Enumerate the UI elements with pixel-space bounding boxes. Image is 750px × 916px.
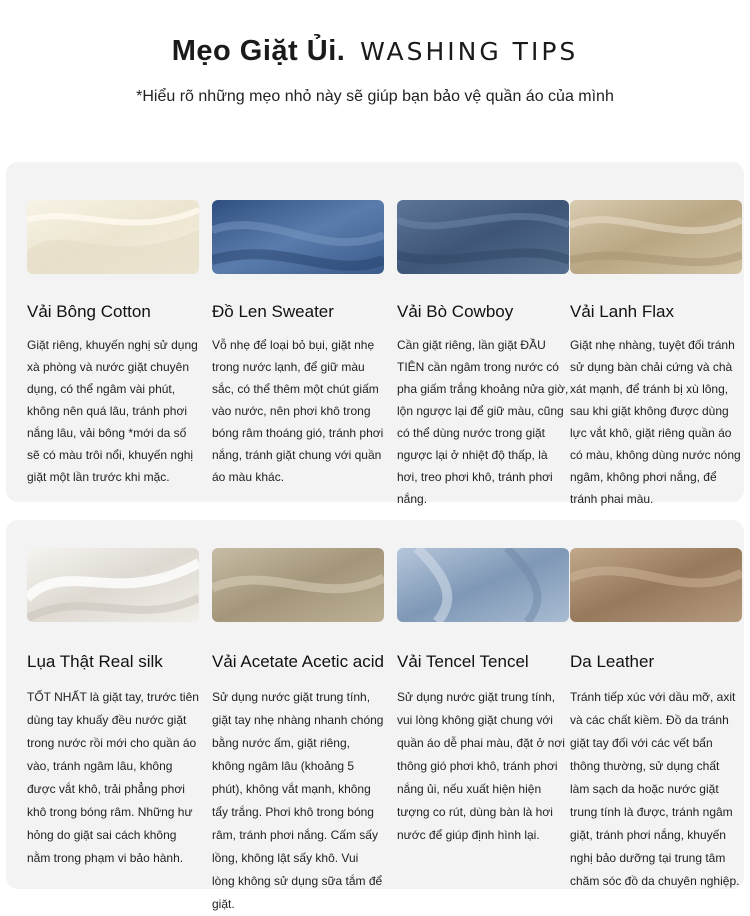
page-title	[0, 34, 750, 68]
header	[0, 0, 750, 150]
fabric-title: Vải Bò Cowboy	[397, 302, 514, 321]
fabric-title: Da Leather	[570, 652, 655, 671]
tencel-fabric-image	[397, 548, 569, 622]
acetate-fabric-image	[212, 548, 384, 622]
fabric-instructions: Cần giặt riêng, lần giặt ĐẦU TIÊN cần ngâm trong nước có pha giấm trắng khoảng nửa giờ, lộn ngược lại để giữ màu, cũng có thể dùng nước trong giặt ngược lại ở nhiệt độ thấp, là hơi, treo phơi khô, tránh phơi nắng.	[397, 338, 569, 506]
silk-fabric-image	[27, 548, 199, 622]
fabric-title: Đồ Len Sweater	[212, 302, 334, 321]
fabric-instructions: TỐT NHẤT là giặt tay, trước tiên dùng tay khuấy đều nước giặt trong nước rồi mới cho quần áo vào, tránh ngâm lâu, không được vắt khô, trải phẳng phơi khô trong bóng râm. Những hư hỏng do giặt sai cách không nằm trong phạm vi bảo hành.	[27, 690, 199, 865]
fabric-title: Lụa Thật Real silk	[27, 652, 163, 671]
fabric-title: Vải Lanh Flax	[570, 302, 674, 321]
fabric-instructions: Vỗ nhẹ để loại bỏ bụi, giặt nhẹ trong nước lạnh, để giữ màu sắc, có thể thêm một chút giấm vào nước, nên phơi khô trong bóng râm thoáng gió, tránh phơi nắng, tránh giặt chung với quần áo màu khác.	[212, 338, 384, 484]
fabric-title: Vải Acetate Acetic acid	[212, 652, 384, 671]
cotton-fabric-image	[27, 200, 199, 274]
fabric-instructions: Giặt nhẹ nhàng, tuyệt đối tránh sử dụng bàn chải cứng và chà xát mạnh, để tránh bị xù lông, sau khi giặt không được dùng lực vắt khô, giặt riêng quần áo có màu, không dùng nước nóng ngâm, không phơi nắng, để tránh phai màu.	[570, 338, 741, 506]
fabric-instructions: Giặt riêng, khuyến nghị sử dụng xà phòng và nước giặt chuyên dụng, có thể ngâm vài phút, không nên quá lâu, tránh phơi nắng lâu, vải bông *mới da số sẽ có màu trôi nổi, khuyến nghị giặt một lần trước khi mặc.	[27, 338, 198, 484]
fabric-instructions: Tránh tiếp xúc với dầu mỡ, axit và các chất kiềm. Đồ da tránh giặt tay đối với các vết bẩn thông thường, sử dụng chất làm sạch da hoặc nước giặt trung tính là được, tránh ngâm giặt, tránh phơi nắng, khuyến nghị bảo dưỡng tại trung tâm chăm sóc đồ da chuyên nghiệp.	[570, 690, 740, 888]
linen-fabric-image	[570, 200, 742, 274]
page-title-vietnamese: Mẹo Giặt Ủi.	[171, 35, 346, 67]
fabric-instructions: Sử dụng nước giặt trung tính, vui lòng không giặt chung với quần áo dễ phai màu, đặt ở nơi thông gió phơi khô, tránh phơi nắng ủi, nếu xuất hiện hiện tượng co rút, dùng bàn là hơi nước để giúp định hình lại.	[397, 690, 565, 842]
page-title-english: WASHING TIPS	[360, 37, 579, 66]
fabric-title: Vải Tencel Tencel	[397, 652, 529, 671]
fabric-panel-top	[6, 162, 744, 506]
fabric-title: Vải Bông Cotton	[27, 302, 151, 321]
leather-fabric-image	[570, 548, 742, 622]
page-subtitle: *Hiểu rõ những mẹo nhỏ này sẽ giúp bạn bảo vệ quần áo của mình	[136, 88, 614, 105]
fabric-instructions: Sử dụng nước giặt trung tính, giặt tay nhẹ nhàng nhanh chóng bằng nước ấm, giặt riêng, không ngâm lâu (khoảng 5 phút), không vắt mạnh, không tẩy trắng. Phơi khô trong bóng râm, tránh phơi nắng. Cấm sấy lồng, không lật sấy khô. Vui lòng không sử dụng sữa tắm để giặt.	[212, 690, 384, 911]
sweater-fabric-image	[212, 200, 384, 274]
fabric-panel-bottom	[6, 520, 744, 911]
denim-fabric-image	[397, 200, 569, 274]
